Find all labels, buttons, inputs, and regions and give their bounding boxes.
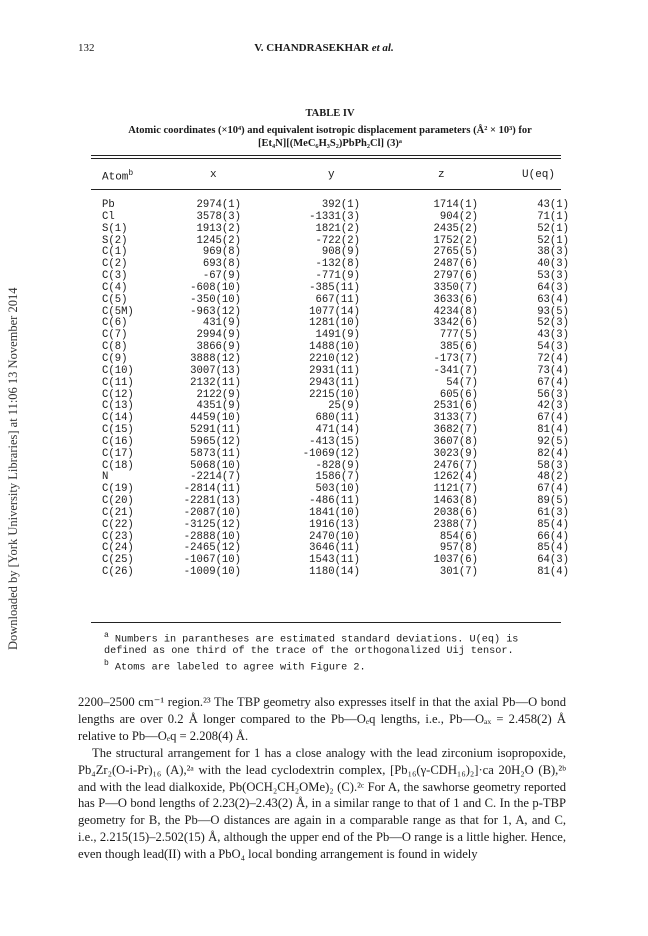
paragraph: The structural arrangement for 1 has a close analogy with the lead zirconium isopropoxide, Pb₄Zr₂(O-i-Pr)₁₆ (A),²ᵃ with the lead cyclodextrin complex, [Pb₁₆(γ-CDH₁₆)₂]·ca 20H₂O (B),²ᵇ and with the lead dialkoxide, Pb(OCH₂CH₂OMe)₂ (C).²ᶜ For A, the sawhorse geometry reported has P—O bond lengths of 2.23(2)–2.43(2) Å, in a similar range to that of 1 and C. In the p-TBP geometry for B, the Pb—O distances are again in a comparable range as that for 1, A, and C, i.e., 2.215(15)–2.502(15) Å, although the upper end of the Pb—O range is a little higher. Hence, even though lead(II) with a PbO₄ local bonding arrangement is found in widely — [78, 745, 566, 862]
y-cell: -1069(12) — [302, 447, 360, 460]
x-cell: 5965(12) — [190, 435, 241, 448]
z-cell: 2435(2) — [433, 222, 478, 235]
z-cell: 3133(7) — [433, 412, 478, 425]
ueq-cell: 48(2) — [537, 471, 569, 484]
x-cell: 2994(9) — [196, 329, 241, 342]
atom-cell: Pb — [102, 199, 115, 211]
table-row — [0, 283, 648, 295]
z-cell: 301(7) — [439, 566, 478, 579]
paragraph: 2200–2500 cm⁻¹ region.²³ The TBP geometry also expresses itself in that the axial Pb—O bond lengths are over 0.2 Å longer compared to the Pb—Oₑq lengths, i.e., Pb—Oₐₓ = 2.458(2) Å relative to Pb—Oₑq = 2.208(4) Å. — [78, 695, 566, 743]
atom-cell: S(1) — [102, 222, 128, 235]
column-header-ueq: U(eq) — [522, 169, 556, 181]
atom-cell: C(10) — [102, 364, 134, 377]
ueq-cell: 63(4) — [537, 293, 569, 306]
table-row — [0, 212, 648, 224]
download-watermark: Downloaded by [York University Libraries] at 11:06 13 November 2014 — [6, 287, 20, 650]
table-row — [0, 295, 648, 307]
z-cell: 2487(6) — [433, 258, 478, 271]
ueq-cell: 52(1) — [537, 234, 569, 247]
z-cell: -341(7) — [433, 364, 478, 377]
x-cell: 693(8) — [202, 258, 241, 271]
z-cell: 54(7) — [446, 376, 478, 389]
ueq-cell: 38(3) — [537, 246, 569, 259]
column-header-atom: Atom$^b$ — [102, 169, 134, 184]
ueq-cell: 53(3) — [537, 270, 569, 283]
y-cell: -486(11) — [309, 495, 360, 508]
y-cell: 2470(10) — [309, 530, 360, 543]
footnote-b: $^b$ Atoms are labeled to agree with Figure 2. — [104, 659, 366, 674]
atom-cell: C(3) — [102, 270, 128, 283]
table-row — [0, 366, 648, 378]
atom-cell: C(22) — [102, 518, 134, 531]
x-cell: 5873(11) — [190, 447, 241, 460]
running-header-etal: et al. — [371, 42, 394, 54]
table-row — [0, 437, 648, 449]
y-cell: 392(1) — [321, 199, 360, 211]
ueq-cell: 82(4) — [537, 447, 569, 460]
y-cell: 1491(9) — [315, 329, 360, 342]
page-number: 132 — [78, 42, 95, 54]
x-cell: 2132(11) — [190, 376, 241, 389]
ueq-cell: 42(3) — [537, 400, 569, 413]
atom-cell: C(6) — [102, 317, 128, 330]
atom-cell: C(15) — [102, 424, 134, 437]
y-cell: 680(11) — [315, 412, 360, 425]
x-cell: 2122(9) — [196, 388, 241, 401]
ueq-cell: 93(5) — [537, 305, 569, 318]
y-cell: 667(11) — [315, 293, 360, 306]
x-cell: 431(9) — [202, 317, 241, 330]
y-cell: 1841(10) — [309, 506, 360, 519]
z-cell: 385(6) — [439, 341, 478, 354]
atom-cell: C(9) — [102, 352, 128, 365]
ueq-cell: 67(4) — [537, 376, 569, 389]
x-cell: 5068(10) — [190, 459, 241, 472]
table-row — [0, 378, 648, 390]
y-cell: 1543(11) — [309, 554, 360, 567]
column-header-x: x — [210, 169, 217, 181]
x-cell: 1913(2) — [196, 222, 241, 235]
y-cell: 1180(14) — [309, 566, 360, 579]
z-cell: 3023(9) — [433, 447, 478, 460]
x-cell: -608(10) — [190, 281, 241, 294]
z-cell: 3633(6) — [433, 293, 478, 306]
atom-cell: C(14) — [102, 412, 134, 425]
atom-cell: C(19) — [102, 483, 134, 496]
x-cell: 1245(2) — [196, 234, 241, 247]
x-cell: -1009(10) — [183, 566, 241, 579]
atom-cell: C(5) — [102, 293, 128, 306]
body-text — [78, 694, 566, 863]
atom-cell: C(5M) — [102, 305, 134, 318]
y-cell: -1331(3) — [309, 210, 360, 223]
ueq-cell: 73(4) — [537, 364, 569, 377]
atom-cell: Cl — [102, 210, 115, 223]
ueq-cell: 66(4) — [537, 530, 569, 543]
atom-cell: C(16) — [102, 435, 134, 448]
z-cell: 777(5) — [439, 329, 478, 342]
x-cell: -1067(10) — [183, 554, 241, 567]
x-cell: -3125(12) — [183, 518, 241, 531]
atom-cell: C(18) — [102, 459, 134, 472]
ueq-cell: 58(3) — [537, 459, 569, 472]
x-cell: 4459(10) — [190, 412, 241, 425]
table-row — [0, 224, 648, 236]
x-cell: -2465(12) — [183, 542, 241, 555]
ueq-cell: 72(4) — [537, 352, 569, 365]
z-cell: 1752(2) — [433, 234, 478, 247]
y-cell: 25(9) — [328, 400, 360, 413]
ueq-cell: 43(1) — [537, 199, 569, 211]
ueq-cell: 56(3) — [537, 388, 569, 401]
ueq-cell: 67(4) — [537, 412, 569, 425]
y-cell: 908(9) — [321, 246, 360, 259]
table-caption-line2: [Et₄N][(MeC₆H₃S₂)PbPh₂Cl] (3)ᵃ — [258, 138, 402, 149]
y-cell: 1077(14) — [309, 305, 360, 318]
z-cell: 2797(6) — [433, 270, 478, 283]
x-cell: 3007(13) — [190, 364, 241, 377]
table-top-rule-second — [91, 158, 561, 159]
x-cell: -2087(10) — [183, 506, 241, 519]
y-cell: -132(8) — [315, 258, 360, 271]
column-header-atom-footnote-marker: b — [128, 169, 134, 178]
z-cell: 605(6) — [439, 388, 478, 401]
atom-cell: S(2) — [102, 234, 128, 247]
x-cell: 3866(9) — [196, 341, 241, 354]
atom-cell: C(12) — [102, 388, 134, 401]
atom-cell: C(24) — [102, 542, 134, 555]
table-top-rule — [91, 155, 561, 156]
y-cell: -413(15) — [309, 435, 360, 448]
atom-cell: C(8) — [102, 341, 128, 354]
y-cell: 1916(13) — [309, 518, 360, 531]
y-cell: -771(9) — [315, 270, 360, 283]
y-cell: 1821(2) — [315, 222, 360, 235]
table-row — [0, 520, 648, 532]
atom-cell: C(7) — [102, 329, 128, 342]
ueq-cell: 54(3) — [537, 341, 569, 354]
atom-cell: C(20) — [102, 495, 134, 508]
ueq-cell: 61(3) — [537, 506, 569, 519]
ueq-cell: 81(4) — [537, 424, 569, 437]
y-cell: -722(2) — [315, 234, 360, 247]
z-cell: 3342(6) — [433, 317, 478, 330]
x-cell: -2814(11) — [183, 483, 241, 496]
table-header-rule — [91, 189, 561, 190]
running-header — [0, 42, 648, 54]
ueq-cell: 71(1) — [537, 210, 569, 223]
atom-cell: C(1) — [102, 246, 128, 259]
table-footnotes — [104, 630, 574, 675]
x-cell: -2214(7) — [190, 471, 241, 484]
table-label: TABLE IV — [305, 108, 355, 119]
ueq-cell: 92(5) — [537, 435, 569, 448]
z-cell: 2388(7) — [433, 518, 478, 531]
ueq-cell: 81(4) — [537, 566, 569, 579]
x-cell: -963(12) — [190, 305, 241, 318]
table-bottom-rule — [91, 622, 561, 623]
ueq-cell: 43(3) — [537, 329, 569, 342]
z-cell: 1262(4) — [433, 471, 478, 484]
ueq-cell: 64(3) — [537, 281, 569, 294]
ueq-cell: 64(3) — [537, 554, 569, 567]
column-header-y: y — [328, 169, 335, 181]
y-cell: 2943(11) — [309, 376, 360, 389]
column-header-z: z — [438, 169, 445, 181]
z-cell: 2038(6) — [433, 506, 478, 519]
y-cell: 2210(12) — [309, 352, 360, 365]
ueq-cell: 89(5) — [537, 495, 569, 508]
footnote-a: $^a$ Numbers in parantheses are estimated standard deviations. U(eq) is — [104, 631, 519, 646]
x-cell: -2281(13) — [183, 495, 241, 508]
y-cell: 471(14) — [315, 424, 360, 437]
y-cell: -828(9) — [315, 459, 360, 472]
ueq-cell: 52(1) — [537, 222, 569, 235]
y-cell: 1586(7) — [315, 471, 360, 484]
ueq-cell: 40(3) — [537, 258, 569, 271]
z-cell: 957(8) — [439, 542, 478, 555]
z-cell: 4234(8) — [433, 305, 478, 318]
y-cell: 2215(10) — [309, 388, 360, 401]
z-cell: -173(7) — [433, 352, 478, 365]
footnote-a-continued: defined as one third of the trace of the orthogonalized Uij tensor. — [104, 646, 514, 658]
z-cell: 904(2) — [439, 210, 478, 223]
x-cell: 2974(1) — [196, 199, 241, 211]
atom-cell: C(17) — [102, 447, 134, 460]
z-cell: 3607(8) — [433, 435, 478, 448]
atom-cell: C(11) — [102, 376, 134, 389]
footnote-a-marker: a — [104, 631, 109, 640]
x-cell: 969(8) — [202, 246, 241, 259]
x-cell: -67(9) — [202, 270, 241, 283]
atom-cell: C(4) — [102, 281, 128, 294]
ueq-cell: 52(3) — [537, 317, 569, 330]
x-cell: -2888(10) — [183, 530, 241, 543]
z-cell: 1121(7) — [433, 483, 478, 496]
atom-cell: C(26) — [102, 566, 134, 579]
z-cell: 1037(6) — [433, 554, 478, 567]
y-cell: -385(11) — [309, 281, 360, 294]
z-cell: 2476(7) — [433, 459, 478, 472]
y-cell: 503(10) — [315, 483, 360, 496]
running-header-authors: V. CHANDRASEKHAR — [254, 42, 369, 54]
z-cell: 1714(1) — [433, 199, 478, 211]
ueq-cell: 85(4) — [537, 542, 569, 555]
z-cell: 1463(8) — [433, 495, 478, 508]
z-cell: 2531(6) — [433, 400, 478, 413]
x-cell: 5291(11) — [190, 424, 241, 437]
x-cell: 3578(3) — [196, 210, 241, 223]
table-row — [0, 449, 648, 461]
coordinates-table-body — [0, 200, 648, 579]
atom-cell: C(2) — [102, 258, 128, 271]
ueq-cell: 67(4) — [537, 483, 569, 496]
table-row — [0, 508, 648, 520]
atom-cell: N — [102, 471, 109, 484]
ueq-cell: 85(4) — [537, 518, 569, 531]
table-caption-line1: Atomic coordinates (×10⁴) and equivalent isotropic displacement parameters (Å² × 10³) for — [128, 125, 532, 136]
z-cell: 3682(7) — [433, 424, 478, 437]
y-cell: 3646(11) — [309, 542, 360, 555]
atom-cell: C(23) — [102, 530, 134, 543]
x-cell: 4351(9) — [196, 400, 241, 413]
atom-cell: C(13) — [102, 400, 134, 413]
y-cell: 1488(10) — [309, 341, 360, 354]
x-cell: -350(10) — [190, 293, 241, 306]
z-cell: 3350(7) — [433, 281, 478, 294]
atom-cell: C(25) — [102, 554, 134, 567]
z-cell: 2765(5) — [433, 246, 478, 259]
table-row — [0, 567, 648, 579]
atom-cell: C(21) — [102, 506, 134, 519]
x-cell: 3888(12) — [190, 352, 241, 365]
footnote-b-marker: b — [104, 659, 109, 669]
y-cell: 2931(11) — [309, 364, 360, 377]
z-cell: 854(6) — [439, 530, 478, 543]
y-cell: 1281(10) — [309, 317, 360, 330]
